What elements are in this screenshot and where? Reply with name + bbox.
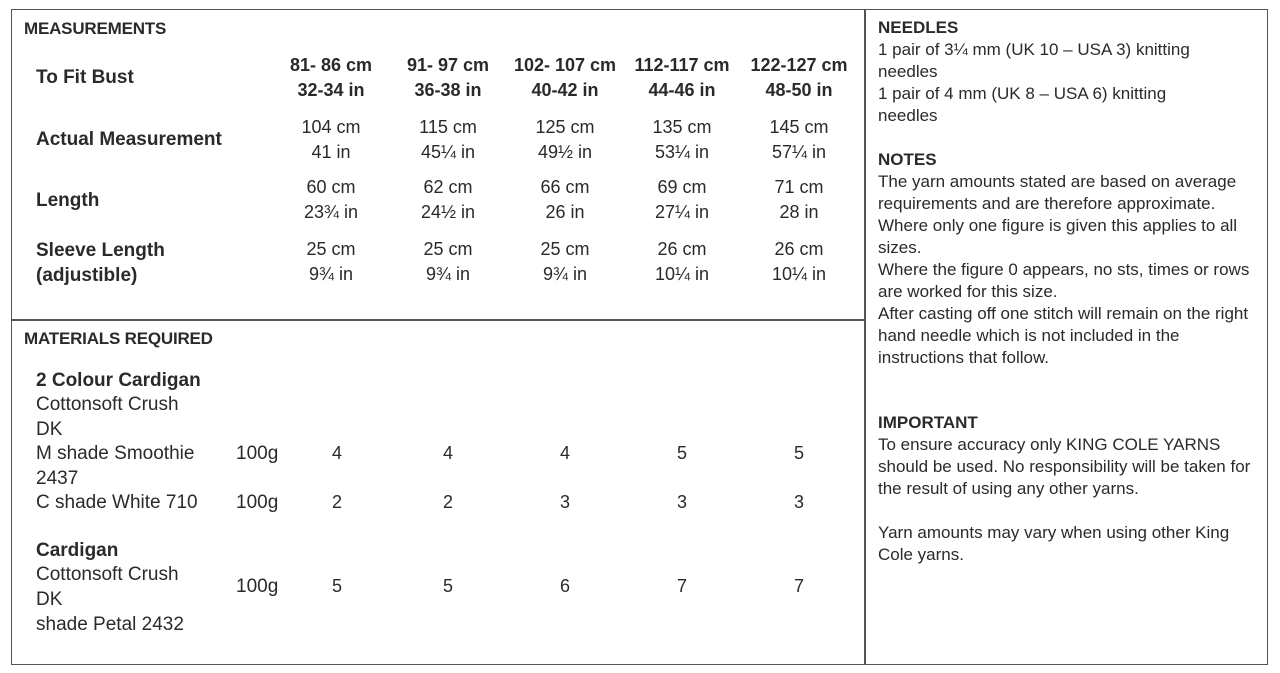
needles-section: [878, 17, 1263, 127]
actual-value-5: [739, 115, 859, 165]
two-colour-yarn-name: [36, 392, 179, 442]
cardigan-shade: shade Petal 2432: [36, 614, 184, 635]
section-divider: [11, 319, 865, 321]
needles-heading: NEEDLES: [878, 18, 959, 37]
c-shade-qty-3: 3: [559, 492, 570, 512]
two-colour-cardigan-title: 2 Colour Cardigan: [36, 370, 201, 391]
measurements-heading: MEASUREMENTS: [24, 19, 167, 38]
value-cm: 62 cm: [423, 177, 473, 197]
length-label: Length: [36, 190, 100, 211]
yarn-line: DK: [36, 419, 63, 440]
size-in: 48-50 in: [765, 80, 833, 100]
cardigan-qty-5: 7: [793, 576, 804, 596]
size-column-1: [271, 53, 391, 103]
value-in: 10¼ in: [771, 264, 827, 284]
size-column-3: [505, 53, 625, 103]
length-value-2: [388, 175, 508, 225]
value-in: 41 in: [311, 142, 351, 162]
notes-section: [878, 149, 1263, 369]
m-shade-qty-2: 4: [442, 443, 453, 463]
size-cm: 81- 86 cm: [289, 55, 373, 75]
sleeve-length-label-line1: Sleeve Length: [36, 240, 165, 261]
value-in: 9¾ in: [542, 264, 588, 284]
c-shade-qty-5: 3: [793, 492, 804, 512]
c-shade-weight: 100g: [236, 492, 279, 513]
length-value-3: [505, 175, 625, 225]
c-shade-qty-1: 2: [331, 492, 342, 512]
value-cm: 26 cm: [657, 239, 707, 259]
value-cm: 71 cm: [774, 177, 824, 197]
length-value-4: [622, 175, 742, 225]
value-in: 57¼ in: [771, 142, 827, 162]
size-column-2: [388, 53, 508, 103]
sleeve-value-3: [505, 237, 625, 287]
materials-heading: MATERIALS REQUIRED: [24, 329, 213, 348]
needle-item-1-line2: needles: [878, 62, 938, 81]
value-cm: 25 cm: [306, 239, 356, 259]
important-section: [878, 412, 1263, 566]
m-shade-qty-1: 4: [331, 443, 342, 463]
size-in: 44-46 in: [648, 80, 716, 100]
value-in: 26 in: [545, 202, 585, 222]
value-in: 23¾ in: [303, 202, 359, 222]
value-in: 24½ in: [420, 202, 476, 222]
yarn-line: Cottonsoft Crush: [36, 394, 179, 415]
size-column-5: [739, 53, 859, 103]
value-cm: 135 cm: [652, 117, 712, 137]
column-divider: [864, 9, 866, 665]
sleeve-value-2: [388, 237, 508, 287]
m-shade-weight: 100g: [236, 443, 279, 464]
size-in: 40-42 in: [531, 80, 599, 100]
length-value-5: [739, 175, 859, 225]
notes-paragraph: The yarn amounts stated are based on average requirements and are therefore approximate.: [878, 172, 1237, 213]
needle-item-2-line2: needles: [878, 106, 938, 125]
sleeve-value-5: [739, 237, 859, 287]
value-in: 9¾ in: [308, 264, 354, 284]
cardigan-title: Cardigan: [36, 540, 119, 561]
value-cm: 60 cm: [306, 177, 356, 197]
value-cm: 66 cm: [540, 177, 590, 197]
notes-paragraph: Where the figure 0 appears, no sts, times or rows are worked for this size.: [878, 260, 1250, 301]
yarn-line: Cottonsoft Crush: [36, 564, 179, 585]
value-cm: 25 cm: [540, 239, 590, 259]
notes-paragraph: Where only one figure is given this applies to all sizes.: [878, 216, 1238, 257]
actual-measurement-label: Actual Measurement: [36, 129, 222, 150]
c-shade-label: C shade White 710: [36, 492, 198, 513]
to-fit-bust-label: To Fit Bust: [36, 67, 134, 88]
value-in: 9¾ in: [425, 264, 471, 284]
actual-value-1: [271, 115, 391, 165]
c-shade-qty-4: 3: [676, 492, 687, 512]
cardigan-qty-2: 5: [442, 576, 453, 596]
size-in: 36-38 in: [414, 80, 482, 100]
actual-value-4: [622, 115, 742, 165]
value-cm: 145 cm: [769, 117, 829, 137]
needle-item-2-line1: 1 pair of 4 mm (UK 8 – USA 6) knitting: [878, 84, 1167, 103]
size-cm: 91- 97 cm: [406, 55, 490, 75]
actual-value-2: [388, 115, 508, 165]
sleeve-value-4: [622, 237, 742, 287]
notes-paragraph: After casting off one stitch will remain on the right hand needle which is not included in the instructions that follow.: [878, 304, 1249, 367]
needle-item-1-line1: 1 pair of 3¼ mm (UK 10 – USA 3) knitting: [878, 40, 1190, 59]
size-cm: 122-127 cm: [750, 55, 848, 75]
cardigan-qty-3: 6: [559, 576, 570, 596]
sleeve-length-label-line2: (adjustible): [36, 265, 138, 286]
cardigan-qty-1: 5: [331, 576, 342, 596]
m-shade-qty-4: 5: [676, 443, 687, 463]
size-cm: 102- 107 cm: [513, 55, 617, 75]
sleeve-length-label: [36, 238, 165, 288]
length-value-1: [271, 175, 391, 225]
m-shade-qty-3: 4: [559, 443, 570, 463]
yarn-variation-note: Yarn amounts may vary when using other King Cole yarns.: [878, 523, 1230, 564]
cardigan-weight: 100g: [236, 576, 279, 597]
important-heading: IMPORTANT: [878, 413, 978, 432]
sleeve-value-1: [271, 237, 391, 287]
m-shade-line: 2437: [36, 468, 79, 489]
value-in: 45¼ in: [420, 142, 476, 162]
value-in: 10¼ in: [654, 264, 710, 284]
m-shade-label: [36, 441, 194, 491]
value-cm: 125 cm: [535, 117, 595, 137]
value-cm: 26 cm: [774, 239, 824, 259]
m-shade-qty-5: 5: [793, 443, 804, 463]
yarn-line: DK: [36, 589, 63, 610]
m-shade-line: M shade Smoothie: [36, 443, 195, 464]
size-cm: 112-117 cm: [634, 55, 730, 75]
size-column-4: [622, 53, 742, 103]
value-cm: 104 cm: [301, 117, 361, 137]
cardigan-yarn-name: [36, 562, 184, 637]
value-in: 27¼ in: [654, 202, 710, 222]
value-cm: 25 cm: [423, 239, 473, 259]
notes-heading: NOTES: [878, 150, 937, 169]
cardigan-qty-4: 7: [676, 576, 687, 596]
value-in: 49½ in: [537, 142, 593, 162]
value-in: 28 in: [779, 202, 819, 222]
value-cm: 69 cm: [657, 177, 707, 197]
actual-value-3: [505, 115, 625, 165]
value-in: 53¼ in: [654, 142, 710, 162]
important-text: To ensure accuracy only KING COLE YARNS should be used. No responsibility will be taken for the result of using any other yarns.: [878, 435, 1251, 498]
size-in: 32-34 in: [297, 80, 365, 100]
value-cm: 115 cm: [419, 117, 477, 137]
c-shade-qty-2: 2: [442, 492, 453, 512]
